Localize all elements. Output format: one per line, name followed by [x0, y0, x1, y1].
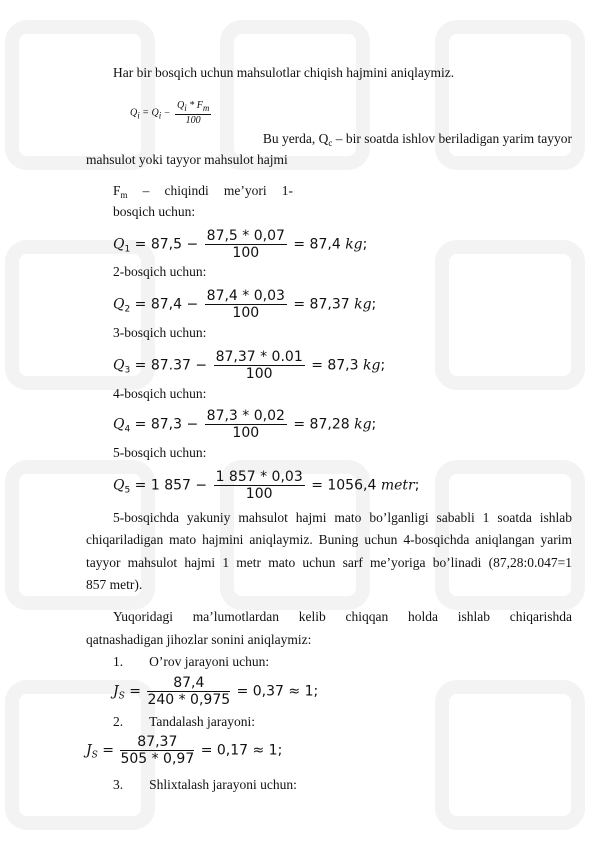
list-item-3: 3. Shlixtalash jarayoni uchun:: [113, 777, 297, 792]
stage-formula-2: $Q_2 = 87,4$ − $\frac{87,4 * 0,03}{100}$ = 87,37 kg;: [113, 288, 377, 321]
stage-formula-5: $Q_5 = 1$ 857 − $\frac{1 857 * 0,03}{100}$ = 1056,4 metr;: [113, 469, 420, 502]
paragraph-2-line-2: qatnashadigan jihozlar sonini aniqlaymiz:: [86, 632, 312, 647]
stage-formula-1: $Q_1 = 87,5$ − $\frac{87,5 * 0,07}{100}$ = 87,4 kg;: [113, 228, 368, 261]
general-formula: Qi = Qi − $\frac{Qi * Fm}{100}$: [130, 100, 210, 126]
stage-formula-3: $Q_3 = 87.37$ − $\frac{87,37 * 0.01}{100}$ = 87,3 kg;: [113, 349, 386, 382]
paragraph-1-line-4: 857 metr).: [86, 577, 143, 592]
paragraph-1-line-2: chiqariladigan mato hajmini aniqlaymiz. Buning uchun 4-bosqichda aniqlangan yarim: [86, 532, 572, 547]
stage-5-label: 5-bosqich uchun:: [113, 445, 207, 460]
paragraph-1-line-1: 5-bosqichda yakuniy mahsulot hajmi mato bo’lganligi sababli 1 soatda ishlab: [113, 510, 572, 525]
explain-line-2: mahsulot yoki tayyor mahsulot hajmi: [86, 152, 288, 167]
paragraph-2-line-1: Yuqoridagi ma’lumotlardan kelib chiqqan holda ishlab chiqarishda: [113, 609, 572, 624]
stage-1-label: bosqich uchun:: [113, 204, 196, 219]
item-formula-1: $J_S$ = $\frac{87,4}{240 * 0,975}$ = 0,37 ≈ 1;: [113, 675, 319, 708]
list-item-2: 2. Tandalash jarayoni:: [113, 714, 256, 729]
stage-formula-4: $Q_4 = 87,3$ − $\frac{87,3 * 0,02}{100}$ = 87,28 kg;: [113, 408, 377, 441]
explain-line-1: Bu yerda, $Q_c$ – bir soatda ishlov beriladigan yarim tayyor: [262, 131, 572, 148]
stage-3-label: 3-bosqich uchun:: [113, 325, 207, 340]
list-item-1: 1. O’rov jarayoni uchun:: [113, 654, 270, 669]
stage-4-label: 4-bosqich uchun:: [113, 386, 207, 401]
intro-text: Har bir bosqich uchun mahsulotlar chiqish hajmini aniqlaymiz.: [113, 65, 455, 80]
watermark-shape: [435, 240, 585, 390]
paragraph-1-line-3: tayyor mahsulot hajmi 1 metr mato uchun sarf me’yoriga bo’linadi (87,28:0.047=1: [86, 555, 572, 570]
item-formula-2: $J_S$ = $\frac{87,37}{505 * 0,97}$ = 0,17 ≈ 1;: [86, 734, 283, 767]
fm-line: $F_m$ – chiqindi me’yori 1-: [113, 183, 293, 200]
watermark-shape: [5, 20, 155, 170]
watermark-shape: [435, 680, 585, 830]
stage-2-label: 2-bosqich uchun:: [113, 264, 207, 279]
